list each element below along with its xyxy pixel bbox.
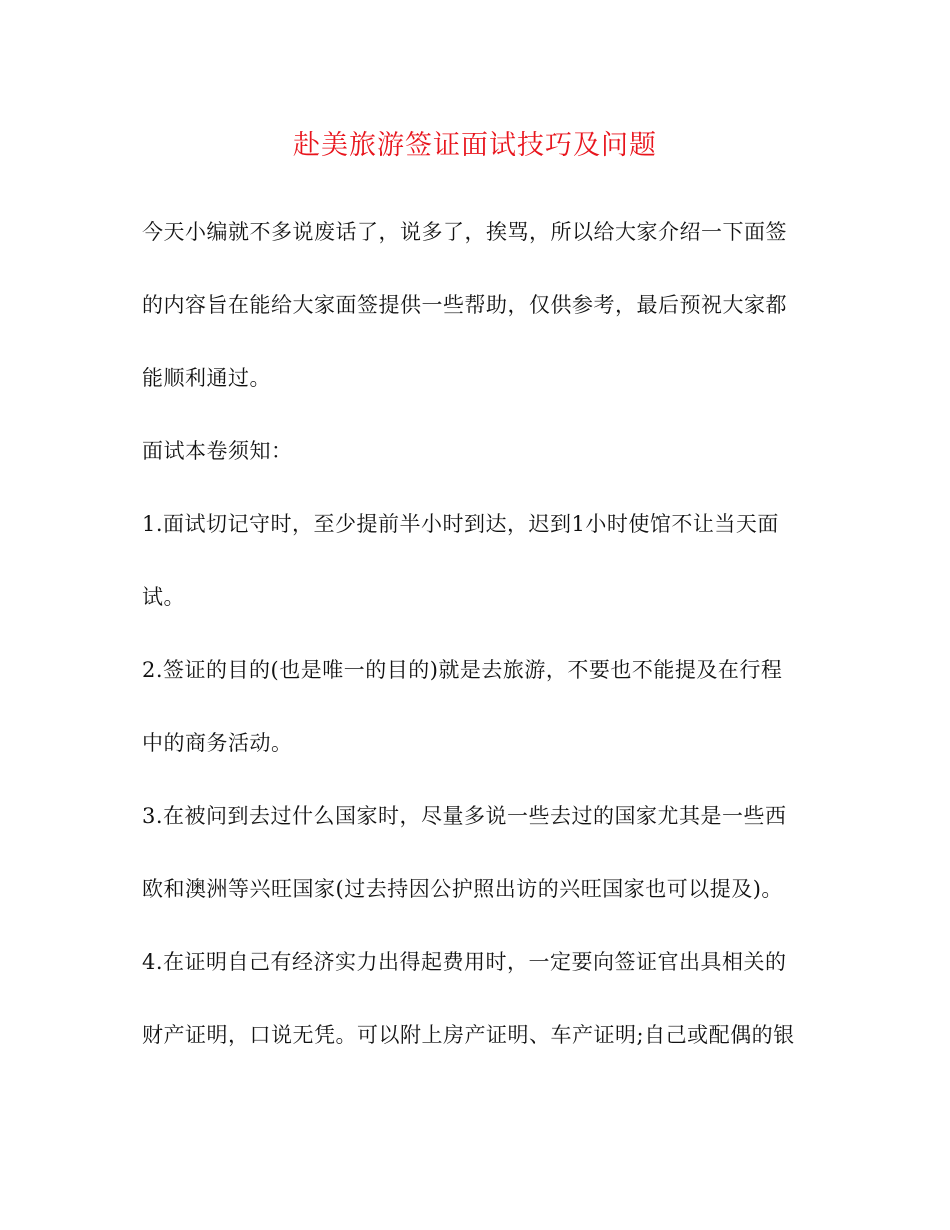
text-line: 2.签证的目的(也是唯一的目的)就是去旅游，不要也不能提及在行程 <box>142 658 783 682</box>
text-line: 3.在被问到去过什么国家时，尽量多说一些去过的国家尤其是一些西 <box>142 804 787 828</box>
text-line: 中的商务活动。 <box>142 731 293 755</box>
text-line: 的内容旨在能给大家面签提供一些帮助，仅供参考，最后预祝大家都 <box>142 293 787 317</box>
text-line: 面试本卷须知： <box>142 439 293 463</box>
text-line: 能顺利通过。 <box>142 366 271 390</box>
text-line: 财产证明，口说无凭。可以附上房产证明、车产证明;自己或配偶的银 <box>142 1023 795 1047</box>
text-line: 试。 <box>142 585 185 609</box>
text-line: 1.面试切记守时，至少提前半小时到达，迟到1小时使馆不让当天面 <box>142 512 779 536</box>
text-line: 今天小编就不多说废话了，说多了，挨骂，所以给大家介绍一下面签 <box>142 220 787 244</box>
text-line: 欧和澳洲等兴旺国家(过去持因公护照出访的兴旺国家也可以提及)。 <box>142 877 783 901</box>
text-line: 4.在证明自己有经济实力出得起费用时，一定要向签证官出具相关的 <box>142 950 787 974</box>
document-title: 赴美旅游签证面试技巧及问题 <box>293 130 657 161</box>
